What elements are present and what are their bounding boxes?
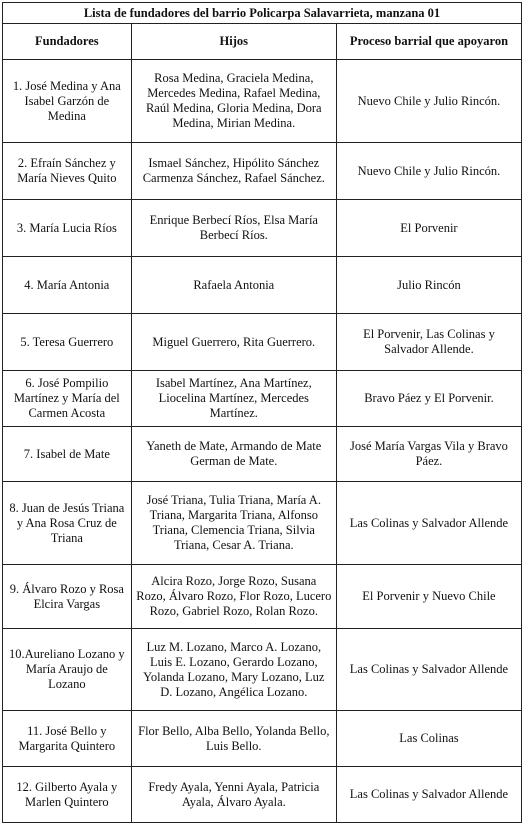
cell-hijos: Miguel Guerrero, Rita Guerrero. xyxy=(131,314,336,371)
cell-hijos: Yaneth de Mate, Armando de Mate German de Mate. xyxy=(131,427,336,482)
cell-hijos: Isabel Martínez, Ana Martínez, Liocelina Martínez, Mercedes Martínez. xyxy=(131,371,336,427)
cell-hijos: Rafaela Antonia xyxy=(131,257,336,314)
cell-proceso: El Porvenir y Nuevo Chile xyxy=(336,565,521,629)
cell-fundadores: 6. José Pompilio Martínez y María del Carmen Acosta xyxy=(3,371,132,427)
cell-proceso: Las Colinas y Salvador Allende xyxy=(336,629,521,711)
cell-proceso: Las Colinas y Salvador Allende xyxy=(336,767,521,823)
cell-fundadores: 12. Gilberto Ayala y Marlen Quintero xyxy=(3,767,132,823)
cell-proceso: Las Colinas y Salvador Allende xyxy=(336,482,521,565)
title-row xyxy=(3,3,522,24)
cell-fundadores: 11. José Bello y Margarita Quintero xyxy=(3,711,132,767)
cell-proceso: Julio Rincón xyxy=(336,257,521,314)
cell-proceso: Nuevo Chile y Julio Rincón. xyxy=(336,143,521,200)
table-row xyxy=(3,257,522,314)
cell-proceso: Bravo Páez y El Porvenir. xyxy=(336,371,521,427)
cell-proceso: José María Vargas Vila y Bravo Páez. xyxy=(336,427,521,482)
table-row xyxy=(3,371,522,427)
header-hijos: Hijos xyxy=(131,24,336,60)
header-proceso: Proceso barrial que apoyaron xyxy=(336,24,521,60)
founders-table xyxy=(2,2,522,823)
table-row xyxy=(3,427,522,482)
cell-fundadores: 1. José Medina y Ana Isabel Garzón de Medina xyxy=(3,60,132,143)
cell-fundadores: 5. Teresa Guerrero xyxy=(3,314,132,371)
cell-fundadores: 10.Aureliano Lozano y María Araujo de Lozano xyxy=(3,629,132,711)
table-row xyxy=(3,565,522,629)
table-row xyxy=(3,482,522,565)
cell-fundadores: 9. Álvaro Rozo y Rosa Elcira Vargas xyxy=(3,565,132,629)
table-row xyxy=(3,314,522,371)
table-row xyxy=(3,711,522,767)
cell-hijos: Flor Bello, Alba Bello, Yolanda Bello, Luis Bello. xyxy=(131,711,336,767)
table-row xyxy=(3,60,522,143)
cell-hijos: Alcira Rozo, Jorge Rozo, Susana Rozo, Álvaro Rozo, Flor Rozo, Lucero Rozo, Gabriel Rozo, Rolan Rozo. xyxy=(131,565,336,629)
cell-fundadores: 8. Juan de Jesús Triana y Ana Rosa Cruz de Triana xyxy=(3,482,132,565)
cell-proceso: El Porvenir xyxy=(336,200,521,257)
table-row xyxy=(3,767,522,823)
cell-hijos: Enrique Berbecí Ríos, Elsa María Berbecí Ríos. xyxy=(131,200,336,257)
header-row xyxy=(3,24,522,60)
cell-proceso: El Porvenir, Las Colinas y Salvador Allende. xyxy=(336,314,521,371)
cell-hijos: Rosa Medina, Graciela Medina, Mercedes Medina, Rafael Medina, Raúl Medina, Gloria Medina, Dora Medina, Mirian Medina. xyxy=(131,60,336,143)
header-fundadores: Fundadores xyxy=(3,24,132,60)
cell-hijos: Fredy Ayala, Yenni Ayala, Patricia Ayala, Álvaro Ayala. xyxy=(131,767,336,823)
cell-hijos: Ismael Sánchez, Hipólito Sánchez Carmenza Sánchez, Rafael Sánchez. xyxy=(131,143,336,200)
cell-fundadores: 7. Isabel de Mate xyxy=(3,427,132,482)
cell-fundadores: 3. María Lucia Ríos xyxy=(3,200,132,257)
table-row xyxy=(3,143,522,200)
cell-proceso: Las Colinas xyxy=(336,711,521,767)
cell-fundadores: 2. Efraín Sánchez y María Nieves Quito xyxy=(3,143,132,200)
table-title: Lista de fundadores del barrio Policarpa Salavarrieta, manzana 01 xyxy=(3,3,522,24)
table-row xyxy=(3,200,522,257)
cell-hijos: Luz M. Lozano, Marco A. Lozano, Luis E. Lozano, Gerardo Lozano, Yolanda Lozano, Mary Lozano, Luz D. Lozano, Angélica Lozano. xyxy=(131,629,336,711)
cell-fundadores: 4. María Antonia xyxy=(3,257,132,314)
cell-proceso: Nuevo Chile y Julio Rincón. xyxy=(336,60,521,143)
cell-hijos: José Triana, Tulia Triana, María A. Triana, Margarita Triana, Alfonso Triana, Clemencia Triana, Silvia Triana, Cesar A. Triana. xyxy=(131,482,336,565)
table-row xyxy=(3,629,522,711)
